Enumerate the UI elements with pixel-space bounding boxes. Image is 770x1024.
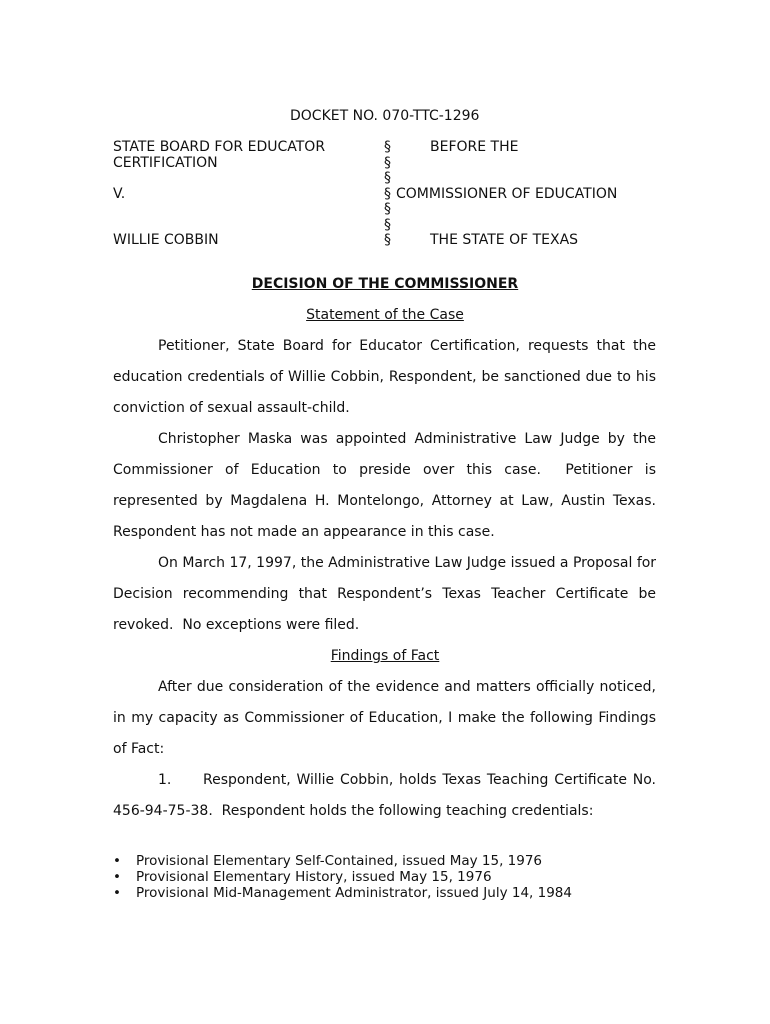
para4-line3: of Fact:: [113, 741, 165, 757]
document-title: DECISION OF THE COMMISSIONER: [251, 276, 519, 292]
bullet-icon: •: [113, 853, 121, 869]
section-symbol: §: [384, 170, 391, 186]
caption-left-line2: CERTIFICATION: [113, 155, 218, 171]
section-symbol: §: [384, 201, 391, 217]
section-symbol: §: [384, 232, 391, 248]
credential-text: Provisional Elementary Self-Contained, issued May 15, 1976: [136, 853, 543, 869]
finding1-line1: Respondent, Willie Cobbin, holds Texas Teaching Certificate No.: [203, 772, 656, 788]
findings-heading: Findings of Fact: [330, 648, 440, 664]
para2-line4: Respondent has not made an appearance in this case.: [113, 524, 495, 540]
caption-right-line3: THE STATE OF TEXAS: [430, 232, 579, 248]
section-symbol: §: [384, 155, 391, 171]
finding1-line2: 456-94-75-38. Respondent holds the following teaching credentials:: [113, 803, 594, 819]
para1-line3: conviction of sexual assault-child.: [113, 400, 350, 416]
para1-line1: Petitioner, State Board for Educator Certification, requests that the: [158, 338, 656, 354]
caption-versus: V.: [113, 186, 126, 202]
caption-respondent: WILLIE COBBIN: [113, 232, 219, 248]
para1-line2: education credentials of Willie Cobbin, Respondent, be sanctioned due to his: [113, 369, 656, 385]
finding1-number: 1.: [158, 772, 172, 788]
section-symbol: §: [384, 139, 391, 155]
docket-number: DOCKET NO. 070-TTC-1296: [290, 108, 480, 124]
section-symbol: §: [384, 186, 391, 202]
para4-line2: in my capacity as Commissioner of Education, I make the following Findings: [113, 710, 656, 726]
credential-text: Provisional Mid-Management Administrator, issued July 14, 1984: [136, 885, 572, 901]
para3-line2: Decision recommending that Respondent’s Texas Teacher Certificate be: [113, 586, 656, 602]
para2-line1: Christopher Maska was appointed Administrative Law Judge by the: [158, 431, 656, 447]
bullet-icon: •: [113, 885, 121, 901]
bullet-icon: •: [113, 869, 121, 885]
caption-right-line1: BEFORE THE: [430, 139, 519, 155]
statement-heading: Statement of the Case: [306, 307, 464, 323]
caption-left-line1: STATE BOARD FOR EDUCATOR: [113, 139, 326, 155]
para2-line3: represented by Magdalena H. Montelongo, Attorney at Law, Austin Texas.: [113, 493, 656, 509]
caption-right-line2: COMMISSIONER OF EDUCATION: [396, 186, 618, 202]
para4-line1: After due consideration of the evidence and matters officially noticed,: [158, 679, 656, 695]
para3-line1: On March 17, 1997, the Administrative Law Judge issued a Proposal for: [158, 555, 657, 571]
credential-text: Provisional Elementary History, issued May 15, 1976: [136, 869, 492, 885]
para3-line3: revoked. No exceptions were filed.: [113, 617, 360, 633]
section-symbol: §: [384, 217, 391, 233]
para2-line2: Commissioner of Education to preside over this case. Petitioner is: [113, 462, 656, 478]
